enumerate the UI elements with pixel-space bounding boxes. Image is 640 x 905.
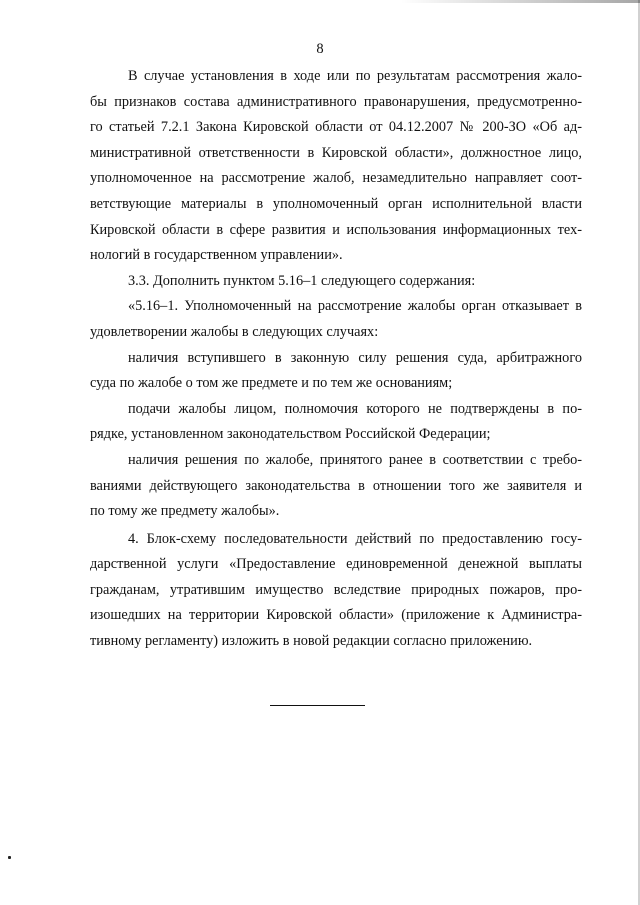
paragraph-item-5-16-1 [90, 294, 582, 345]
paragraph-court-decision [90, 346, 582, 397]
text-line: бы признаков состава административного правонарушения, предусмотренно- [90, 93, 582, 110]
text-line: нологий в государственном управлении». [90, 247, 343, 264]
closing-rule [270, 705, 365, 706]
text-line: В случае установления в ходе или по результатам рассмотрения жало- [128, 68, 582, 84]
text-line: наличия вступившего в законную силу решения суда, арбитражного [128, 349, 582, 366]
text-line: рядке, установленном законодательством Российской Федерации; [90, 426, 491, 443]
paragraph-complaint-violation [90, 64, 582, 269]
scan-edge-top [400, 0, 640, 3]
text-line: го статьей 7.2.1 Закона Кировской области от 04.12.2007 № 200-ЗО «Об ад- [90, 119, 582, 136]
paragraph-prior-decision [90, 448, 582, 525]
text-line: тивному регламенту) изложить в новой редакции согласно приложению. [90, 633, 533, 650]
text-line: ветствующие материалы в уполномоченный орган исполнительной власти [90, 195, 582, 212]
text-line: наличия решения по жалобе, принятого ранее в соответствии с требо- [128, 451, 582, 468]
text-line: изошедших на территории Кировской области» (приложение к Администра- [90, 607, 582, 624]
paragraph-item-4-flowchart [90, 527, 582, 655]
text-line: подачи жалобы лицом, полномочия которого не подтверждены в по- [128, 400, 582, 417]
text-line: по тому же предмету жалобы». [90, 503, 280, 520]
text-line: гражданам, утратившим имущество вследствие природных пожаров, про- [90, 581, 582, 598]
text-line: министративной ответственности в Кировской области», должностное лицо, [90, 144, 582, 161]
paragraph-item-3-3 [90, 269, 582, 295]
text-line: удовлетворении жалобы в следующих случаях: [90, 323, 379, 340]
text-line: 3.3. Дополнить пунктом 5.16–1 следующего содержания: [128, 272, 476, 289]
scan-speck [8, 856, 11, 859]
text-line: Кировской области в сфере развития и использования информационных тех- [90, 221, 582, 238]
text-line: уполномоченное на рассмотрение жалоб, незамедлительно направляет соот- [90, 170, 582, 187]
page-number: 8 [316, 41, 324, 57]
text-line: «5.16–1. Уполномоченный на рассмотрение жалобы орган отказывает в [128, 298, 582, 315]
text-line: дарственной услуги «Предоставление единовременной денежной выплаты [90, 556, 582, 573]
text-line: 4. Блок-схему последовательности действий по предоставлению госу- [128, 530, 582, 547]
paragraph-unauthorized-person [90, 397, 582, 448]
text-line: суда по жалобе о том же предмете и по тем же основаниям; [90, 375, 453, 392]
document-body [90, 64, 582, 655]
text-line: ваниями действующего законодательства в отношении того же заявителя и [90, 477, 582, 494]
